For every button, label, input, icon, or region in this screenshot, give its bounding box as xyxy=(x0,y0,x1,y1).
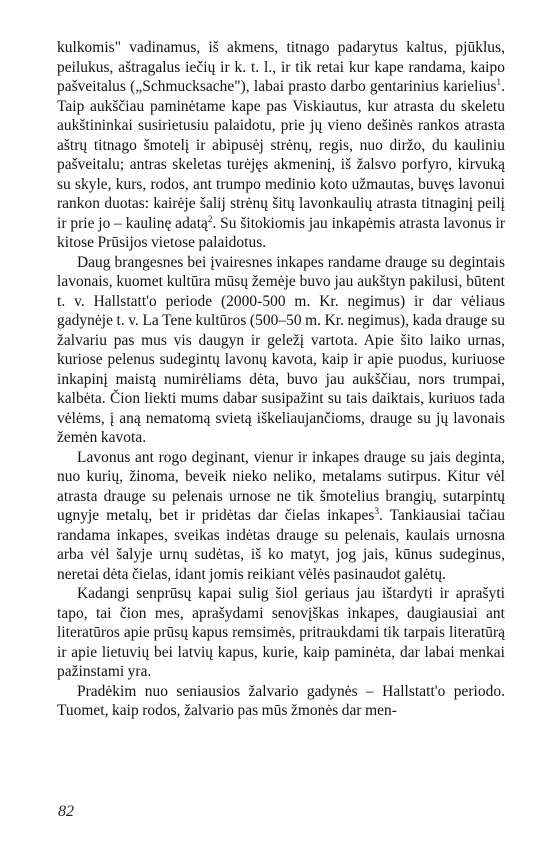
page-number: 82 xyxy=(58,803,74,820)
paragraph-2: Daug brangesnes bei įvairesnes inkapes randame drauge su degintais lavonais, kuomet kultūra mūsų žemėje buvo jau aukštyn pakilusi, būtent t. v. Hallstatt'o periode (2000-500 m. Kr. negimus) ir dar vėliaus gadynėje t. v. La Tene kultūros (500–50 m. Kr. negimus), kada drauge su žalvariu pas mus vis daugyn ir geležį vartota. Apie šito laiko urnas, kuriose pelenus sudegintų lavonų kavota, kaip ir apie puodus, kuriuose inkapinį maistą numirėliams dėta, buvo jau aukščiau, nors trumpai, kalbėta. Čion liekti mums dabar susipažint su tais daiktais, kuriuos tada vėlėms, į aną nematomą svietą iškeliaujančioms, drauge su jų lavonais žemėn kavota. xyxy=(57,253,505,446)
body-text xyxy=(57,38,505,721)
paragraph-3 xyxy=(57,448,505,585)
paragraph-1-text-a: kulkomis" vadinamus, iš akmens, titnago padarytus kaltus, pjūklus, peilukus, aštragalus iečių ir k. t. l., ir tik retai kur kape randama, kaipo pašveitalus („Schmucksache"), labai prasto darbo gentarinius karielius xyxy=(57,39,505,95)
footnote-ref-1: 1 xyxy=(496,77,502,87)
footnote-ref-3: 3 xyxy=(374,506,380,516)
paragraph-1-text-c: . Su šitokiomis jau inkapėmis atrasta lavonus ir kitose Prūsijos vietose palaidotus. xyxy=(57,214,505,251)
paragraph-3-text-b: . Tankiausiai tačiau randama inkapes, sveikas indėtas drauge su pelenais, kaulais urnosna arba vėl šalyje urnų sudėtas, iš ko matyt, jog jais, kūnus sudeginus, neretai dėta čielas, idant jomis reikiant vėlės pasinaudot galėtų. xyxy=(57,507,505,583)
paragraph-3-text-a: Lavonus ant rogo deginant, vienur ir inkapes drauge su jais deginta, nuo kurių, žinoma, beveik nieko neliko, metalams sutirpus. Kitur vėl atrasta drauge su pelenais urnose ne tik šmotelius brangių, sutarpintų ugnyje metalų, bet ir pridėtas dar čielas inkapes xyxy=(57,448,505,524)
paragraph-1-text-b: . Taip aukščiau paminėtame kape pas Viskiautus, kur atrasta du skeletu aukštininkai susirietusiu palaidotu, prie jų vieno dešinės rankos atrasta aštrų titnago šmotelį ir abipusėj strėnų, regis, nuo diržo, du kauliniu pašveitalu; antras skeletas turėjęs akmeninį, iš žalsvo porfyro, kirvuką su skyle, kurs, rodos, ant trumpo medinio koto užmautas, buvęs lavonui rankon duotas: kairėje šalij strėnų šitų lavonkaulių atrasta titnaginį peilį ir prie jo – kaulinę adatą xyxy=(57,78,505,232)
paragraph-5: Pradėkim nuo seniausios žalvario gadynės – Hallstatt'o periodo. Tuomet, kaip rodos, žalvario pas mūs žmonės dar men- xyxy=(57,682,505,719)
paragraph-1 xyxy=(57,38,505,253)
footnote-ref-2: 2 xyxy=(207,213,213,224)
paragraph-4: Kadangi senprūsų kapai sulig šiol geriaus jau ištardyti ir aprašyti tapo, tai čion mes, aprašydami senovįškas inkapes, daugiausiai ant literatūros apie prūsų kapus remsimės, pritraukdami tik tarpais literatūrą ir apie lietuvių bei latvių kapus, kurie, kaip paminėta, dar labai menkai pažinstami yra. xyxy=(57,585,505,680)
